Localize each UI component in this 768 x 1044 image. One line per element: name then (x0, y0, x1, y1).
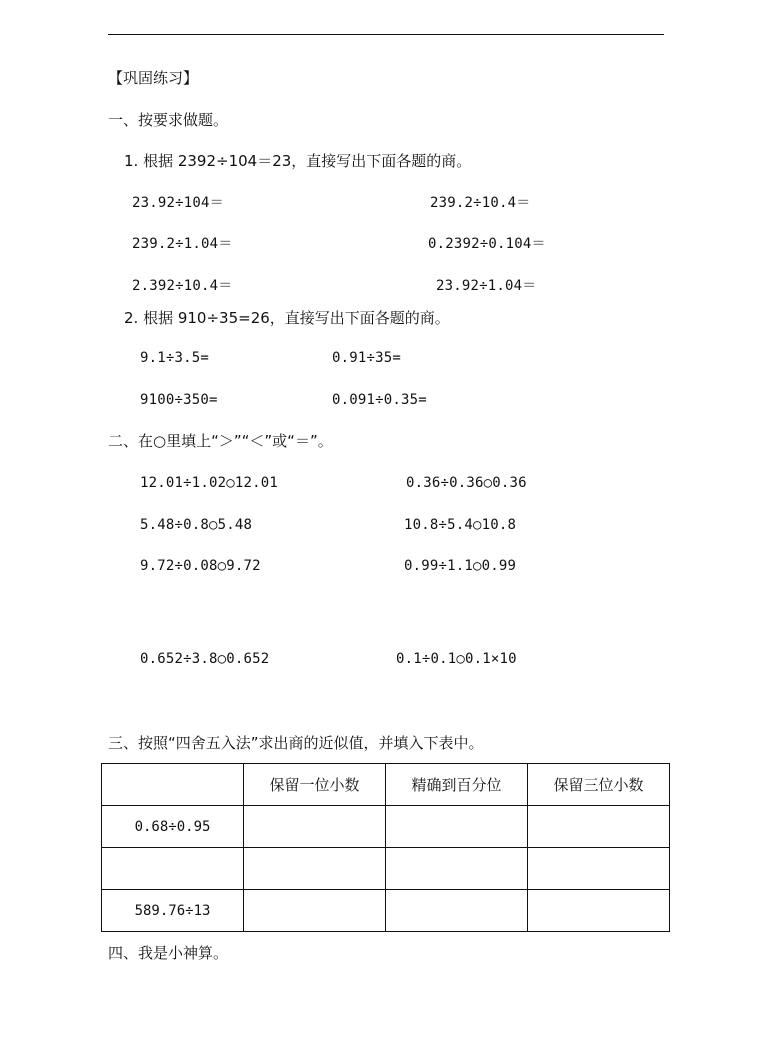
problem-1-2: 239.2÷10.4＝ (430, 195, 531, 211)
table-answer-cell[interactable] (244, 848, 386, 890)
table-row (102, 890, 670, 932)
table-row (102, 806, 670, 848)
problem-1-4: 0.2392÷0.104＝ (428, 236, 546, 252)
table-cell: 589.76÷13 (102, 890, 244, 932)
part-2-title: 2. 根据 910÷35=26，直接写出下面各题的商。 (124, 309, 450, 327)
compare-4: 10.8÷5.4○10.8 (404, 517, 517, 533)
problem-1-6: 23.92÷1.04＝ (436, 278, 537, 294)
table-answer-cell[interactable] (528, 890, 670, 932)
table-answer-cell[interactable] (244, 806, 386, 848)
problem-1-3: 239.2÷1.04＝ (132, 236, 233, 252)
table-answer-cell[interactable] (528, 848, 670, 890)
table-answer-cell[interactable] (244, 890, 386, 932)
table-header-row (102, 764, 670, 806)
problem-2-4: 0.091÷0.35= (332, 392, 427, 408)
table-header-cell (102, 764, 244, 806)
compare-2: 0.36÷0.36○0.36 (406, 475, 527, 491)
compare-7: 0.652÷3.8○0.652 (140, 651, 270, 667)
heading: 【巩固练习】 (108, 69, 199, 87)
table-answer-cell[interactable] (386, 890, 528, 932)
table-answer-cell[interactable] (528, 806, 670, 848)
section-2-title: 二、在○里填上“＞”“＜”或“＝”。 (108, 432, 333, 450)
problem-2-1: 9.1÷3.5= (140, 350, 210, 366)
table-header-cell: 保留一位小数 (244, 764, 386, 806)
compare-3: 5.48÷0.8○5.48 (140, 517, 253, 533)
table-answer-cell[interactable] (386, 806, 528, 848)
table-row (102, 848, 670, 890)
compare-6: 0.99÷1.1○0.99 (404, 558, 517, 574)
header-rule (108, 34, 664, 35)
compare-1: 12.01÷1.02○12.01 (140, 475, 279, 491)
table-cell: 0.68÷0.95 (102, 806, 244, 848)
compare-5: 9.72÷0.08○9.72 (140, 558, 261, 574)
problem-1-5: 2.392÷10.4＝ (132, 278, 233, 294)
table-header-cell: 精确到百分位 (386, 764, 528, 806)
section-4-title: 四、我是小神算。 (108, 944, 229, 962)
table-answer-cell[interactable] (386, 848, 528, 890)
table-header-cell: 保留三位小数 (528, 764, 670, 806)
table-cell (102, 848, 244, 890)
problem-2-2: 0.91÷35= (332, 350, 402, 366)
section-3-title: 三、按照“四舍五入法”求出商的近似值，并填入下表中。 (108, 734, 484, 752)
approximation-table (101, 763, 670, 932)
problem-1-1: 23.92÷104＝ (132, 195, 224, 211)
problem-2-3: 9100÷350= (140, 392, 218, 408)
part-1-title: 1. 根据 2392÷104＝23，直接写出下面各题的商。 (124, 152, 472, 170)
compare-8: 0.1÷0.1○0.1×10 (396, 651, 517, 667)
section-1-title: 一、按要求做题。 (108, 111, 229, 129)
